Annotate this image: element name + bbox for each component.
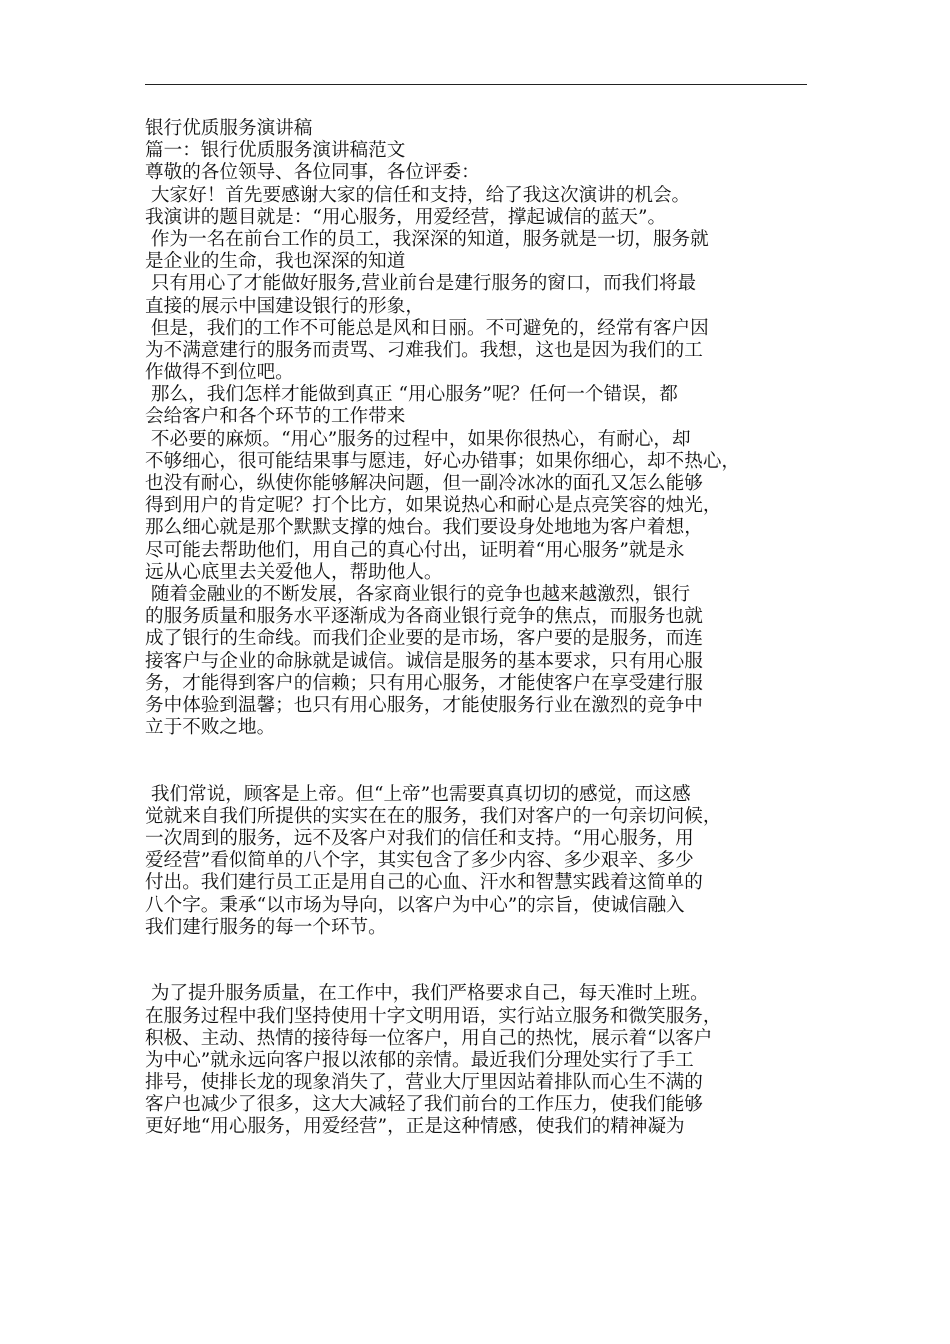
paragraph-line: 在服务过程中我们坚持使用十字文明用语，实行站立服务和微笑服务， <box>145 1005 722 1027</box>
salutation: 尊敬的各位领导、各位同事，各位评委： <box>145 162 480 184</box>
paragraph-gap <box>145 739 807 761</box>
paragraph-line: 作为一名在前台工作的员工，我深深的知道，服务就是一切，服务就 <box>145 228 709 250</box>
paragraph-line: 积极、主动、热情的接待每一位客户，用自己的热忱，展示着“以客户 <box>145 1027 713 1049</box>
paragraph-line: 尽可能去帮助他们，用自己的真心付出，证明着“用心服务”就是永 <box>145 539 685 561</box>
paragraph-line: 爱经营”看似简单的八个字，其实包含了多少内容、多少艰辛、多少 <box>145 850 694 872</box>
paragraph-line: 那么，我们怎样才能做到真正 “用心服务”呢？任何一个错误，都 <box>145 384 678 406</box>
paragraph-line: 成了银行的生命线。而我们企业要的是市场，客户要的是服务，而连 <box>145 628 703 650</box>
document-title: 银行优质服务演讲稿 <box>145 118 313 139</box>
paragraph-line: 不够细心，很可能结果事与愿违，好心办错事；如果你细心，却不热心， <box>145 450 741 472</box>
paragraph-line: 为了提升服务质量，在工作中，我们严格要求自己，每天准时上班。 <box>145 983 709 1005</box>
paragraph-line: 我演讲的题目就是：“用心服务，用爱经营，撑起诚信的蓝天”。 <box>145 206 667 228</box>
paragraph-line: 远从心底里去关爱他人，帮助他人。 <box>145 561 443 583</box>
paragraph-gap <box>145 761 807 783</box>
paragraph-line: 客户也减少了很多，这大大减轻了我们前台的工作压力，使我们能够 <box>145 1094 703 1116</box>
paragraph-line: 一次周到的服务，远不及客户对我们的信任和支持。“用心服务，用 <box>145 828 694 849</box>
paragraph-line: 务，才能得到客户的信赖；只有用心服务，才能使客户在享受建行服 <box>145 672 703 694</box>
paragraph-line: 八个字。秉承“以市场为导向，以客户为中心”的宗旨，使诚信融入 <box>145 894 685 916</box>
paragraph-line: 为不满意建行的服务而责骂、刁难我们。我想，这也是因为我们的工 <box>145 339 703 361</box>
paragraph-line: 务中体验到温馨；也只有用心服务，才能使服务行业在激烈的竞争中 <box>145 694 703 716</box>
paragraph-line: 但是，我们的工作不可能总是风和日丽。不可避免的，经常有客户因 <box>145 317 709 339</box>
paragraph-gap <box>145 961 807 983</box>
paragraph-line: 付出。我们建行员工正是用自己的心血、汗水和智慧实践着这简单的 <box>145 872 703 894</box>
paragraph-line: 那么细心就是那个默默支撑的烛台。我们要设身处地地为客户着想， <box>145 517 703 539</box>
header-rule <box>145 84 807 85</box>
document-body <box>145 118 807 1139</box>
paragraph-line: 是企业的生命，我也深深的知道 <box>145 251 406 273</box>
paragraph-line: 得到用户的肯定呢？打个比方，如果说热心和耐心是点亮笑容的烛光， <box>145 495 722 517</box>
paragraph-line: 更好地“用心服务，用爱经营”，正是这种情感，使我们的精神凝为 <box>145 1116 685 1138</box>
paragraph-line: 也没有耐心，纵使你能够解决问题，但一副冷冰冰的面孔又怎么能够 <box>145 473 703 494</box>
paragraph-line: 觉就来自我们所提供的实实在在的服务，我们对客户的一句亲切问候， <box>145 805 722 827</box>
paragraph-line: 我们常说，顾客是上帝。但“上帝”也需要真真切切的感觉，而这感 <box>145 783 691 805</box>
paragraph-line: 为中心”就永远向客户报以浓郁的亲情。最近我们分理处实行了手工 <box>145 1049 694 1071</box>
paragraph-line: 随着金融业的不断发展，各家商业银行的竞争也越来越激烈，银行 <box>145 583 691 605</box>
paragraph-line: 排号，使排长龙的现象消失了，营业大厅里因站着排队而心生不满的 <box>145 1072 703 1094</box>
paragraph-line: 的服务质量和服务水平逐渐成为各商业银行竞争的焦点，而服务也就 <box>145 606 703 628</box>
paragraph-line: 大家好！首先要感谢大家的信任和支持，给了我这次演讲的机会。 <box>145 184 691 206</box>
paragraph-line: 会给客户和各个环节的工作带来 <box>145 406 406 428</box>
paragraph-line: 只有用心了才能做好服务,营业前台是建行服务的窗口，而我们将最 <box>145 273 697 295</box>
paragraph-line: 不必要的麻烦。“用心”服务的过程中，如果你很热心，有耐心，却 <box>145 428 691 450</box>
paragraph-line: 作做得不到位吧。 <box>145 362 294 384</box>
paragraph-line: 我们建行服务的每一个环节。 <box>145 916 387 938</box>
paragraph-line: 接客户与企业的命脉就是诚信。诚信是服务的基本要求，只有用心服 <box>145 650 703 672</box>
paragraph-line: 立于不败之地。 <box>145 717 276 739</box>
paragraph-line: 直接的展示中国建设银行的形象， <box>145 295 424 317</box>
document-subtitle: 篇一：银行优质服务演讲稿范文 <box>145 140 406 162</box>
paragraph-gap <box>145 939 807 961</box>
